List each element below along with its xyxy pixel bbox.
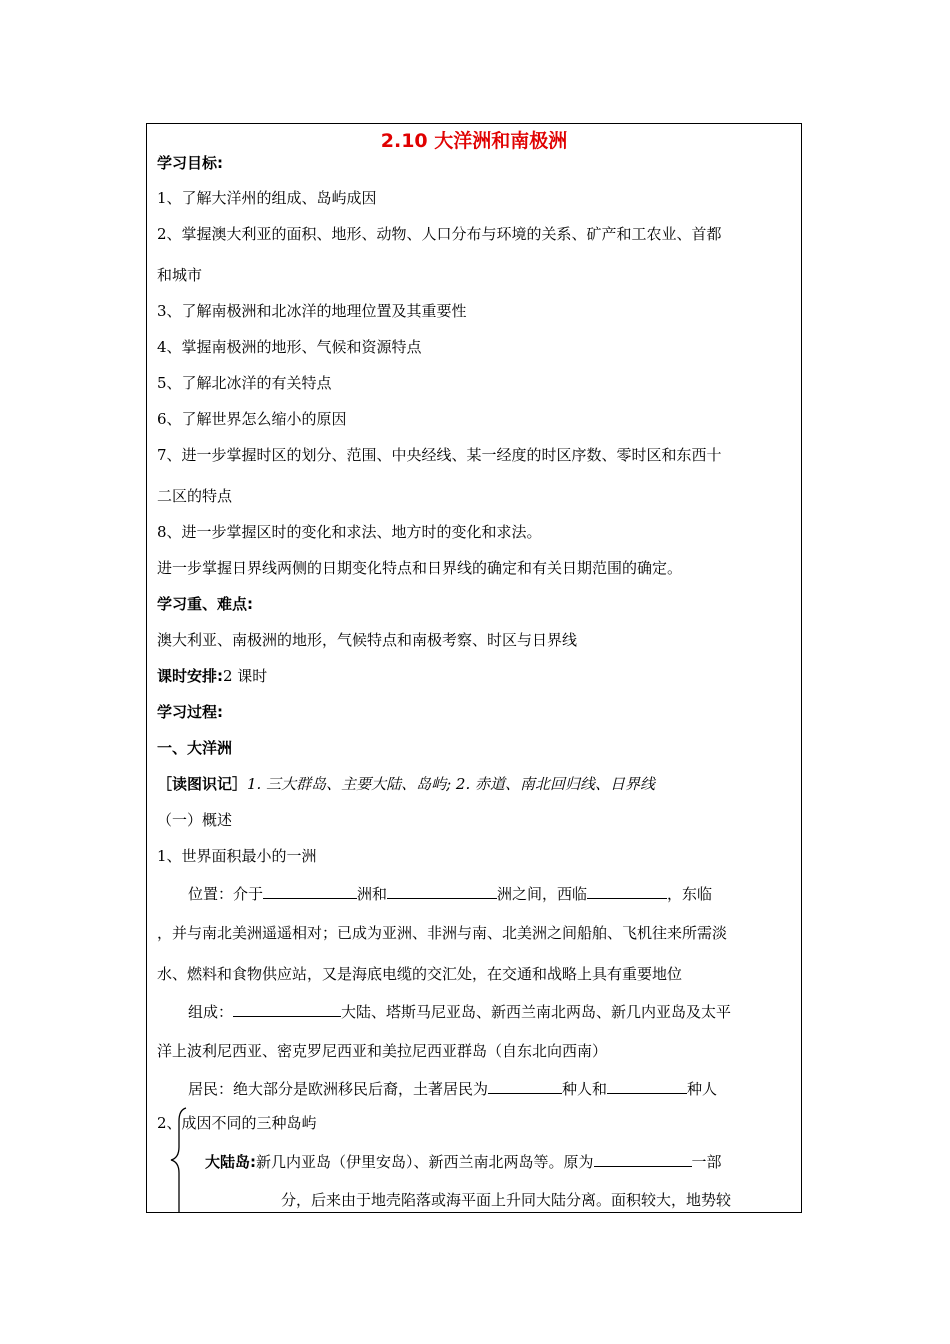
document-title: 2.10 大洋洲和南极洲 <box>380 130 568 152</box>
section-oceania: 一、大洋洲 <box>157 739 233 757</box>
point-2: 2、成因不同的三种岛屿 <box>157 1114 317 1132</box>
objective-5: 5、了解北冰洋的有关特点 <box>157 374 332 392</box>
composition-line-2: 洋上波利尼西亚、密克罗尼西亚和美拉尼西亚群岛（自东北向西南） <box>157 1042 608 1060</box>
schedule-line <box>157 666 267 686</box>
overview-heading: （一）概述 <box>157 811 233 829</box>
schedule-label: 课时安排: <box>157 667 223 685</box>
residents-line <box>188 1077 717 1099</box>
position-text-c: 洲之间，西临 <box>497 885 588 903</box>
continental-island-label: 大陆岛: <box>205 1153 256 1171</box>
position-line-2: ，并与南北美洲遥遥相对；已成为亚洲、非洲与南、北美洲之间船舶、飞机往来所需淡 <box>157 924 728 942</box>
continental-island-text-a: 新几内亚岛（伊里安岛）、新西兰南北两岛等。原为 <box>256 1153 594 1171</box>
objectives-heading: 学习目标: <box>157 154 223 172</box>
objective-8: 8、进一步掌握区时的变化和求法、地方时的变化和求法。 <box>157 523 542 541</box>
objective-6: 6、了解世界怎么缩小的原因 <box>157 410 347 428</box>
blank-continent-1 <box>263 882 357 899</box>
read-map-line <box>157 774 655 794</box>
position-line-3: 水、燃料和食物供应站，又是海底电缆的交汇处，在交通和战略上具有重要地位 <box>157 965 683 983</box>
position-text-a: 位置：介于 <box>188 885 264 903</box>
position-line-1 <box>188 882 712 904</box>
key-points-text: 澳大利亚、南极洲的地形，气候特点和南极考察、时区与日界线 <box>157 631 578 649</box>
blank-race-2 <box>607 1077 687 1094</box>
objective-7-line-1: 7、进一步掌握时区的划分、范围、中央经线、某一经度的时区序数、零时区和东西十 <box>157 446 722 464</box>
residents-text-a: 居民：绝大部分是欧洲移民后裔，土著居民为 <box>188 1080 489 1098</box>
residents-text-b: 种人和 <box>562 1080 608 1098</box>
objective-4: 4、掌握南极洲的地形、气候和资源特点 <box>157 338 422 356</box>
blank-west-ocean <box>587 882 667 899</box>
continental-island-line-1 <box>205 1150 722 1172</box>
objective-3: 3、了解南极洲和北冰洋的地理位置及其重要性 <box>157 302 467 320</box>
objective-9: 进一步掌握日界线两侧的日期变化特点和日界线的确定和有关日期范围的确定。 <box>157 559 683 577</box>
schedule-value: 2 课时 <box>223 667 268 685</box>
blank-continent-part <box>594 1150 692 1167</box>
composition-line-1 <box>188 1000 731 1022</box>
continental-island-text-b: 一部 <box>691 1153 722 1171</box>
objective-2-line-1: 2、掌握澳大利亚的面积、地形、动物、人口分布与环境的关系、矿产和工农业、首都 <box>157 225 722 243</box>
composition-text-a: 组成： <box>188 1003 234 1021</box>
objective-2-line-2: 和城市 <box>157 266 203 284</box>
continental-island-line-2: 分，后来由于地壳陷落或海平面上升同大陆分离。面积较大，地势较 <box>281 1191 732 1209</box>
composition-text-b: 大陆、塔斯马尼亚岛、新西兰南北两岛、新几内亚岛及太平 <box>341 1003 732 1021</box>
objective-7-line-2: 二区的特点 <box>157 487 233 505</box>
read-map-text: 1. 三大群岛、主要大陆、岛屿; 2. 赤道、南北回归线、日界线 <box>247 775 655 793</box>
objective-1: 1、了解大洋州的组成、岛屿成因 <box>157 189 377 207</box>
read-map-label: ［读图识记］ <box>157 775 248 793</box>
process-heading: 学习过程: <box>157 703 223 721</box>
point-1: 1、世界面积最小的一洲 <box>157 847 317 865</box>
residents-text-c: 种人 <box>687 1080 718 1098</box>
blank-race-1 <box>488 1077 562 1094</box>
position-text-d: ，东临 <box>667 885 713 903</box>
blank-mainland <box>233 1000 341 1017</box>
blank-continent-2 <box>387 882 497 899</box>
position-text-b: 洲和 <box>357 885 388 903</box>
key-points-heading: 学习重、难点: <box>157 595 253 613</box>
